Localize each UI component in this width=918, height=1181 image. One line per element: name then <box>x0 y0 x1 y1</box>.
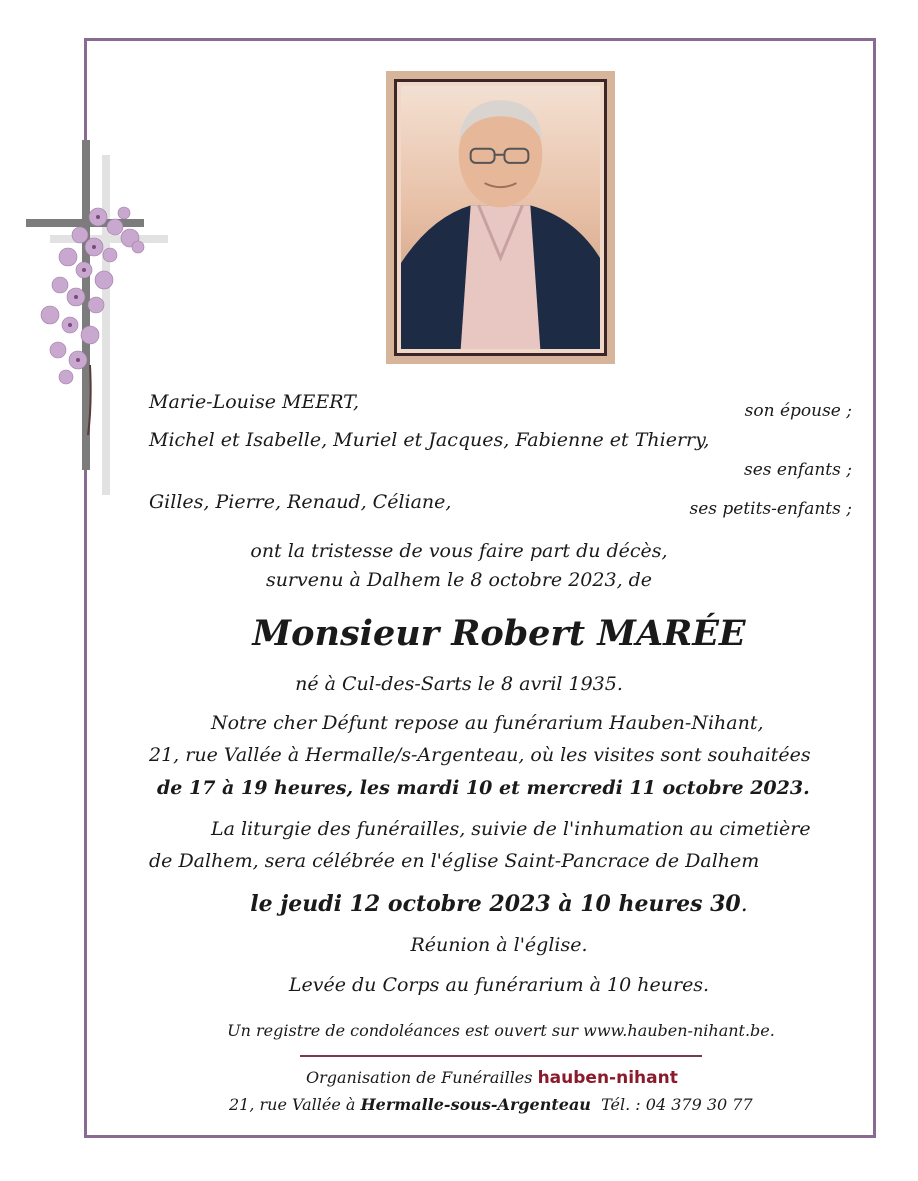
address-line <box>229 1095 753 1114</box>
funeral-line: de Dalhem, sera célébrée en l'église Saint-Pancrace de Dalhem <box>149 850 760 872</box>
portrait-photo <box>386 71 615 364</box>
deceased-name: Monsieur Robert MARÉE <box>252 613 746 654</box>
address-town: Hermalle-sous-Argenteau <box>360 1095 591 1114</box>
funeral-date-end: . <box>740 892 748 917</box>
funeral-date-text: le jeudi 12 octobre 2023 à 10 heures 30 <box>250 891 741 917</box>
portrait-image <box>401 86 600 349</box>
cross-with-orchids-icon <box>20 135 170 505</box>
phone-number: Tél. : 04 379 30 77 <box>601 1095 753 1114</box>
funeral-line: La liturgie des funérailles, suivie de l'inhumation au cimetière <box>211 818 811 840</box>
family-member-name: Marie-Louise MEERT, <box>149 391 360 413</box>
visitation-hours: de 17 à 19 heures, les mardi 10 et mercredi 11 octobre 2023. <box>157 777 810 799</box>
organisation-prefix: Organisation de Funérailles <box>306 1068 533 1087</box>
announcement-line: ont la tristesse de vous faire part du décès, <box>250 540 668 562</box>
visitation-line: 21, rue Vallée à Hermalle/s-Argenteau, où les visites sont souhaitées <box>149 744 811 766</box>
organisation-line <box>306 1068 678 1088</box>
portrait-mat <box>394 79 607 356</box>
footer-divider <box>300 1055 702 1057</box>
family-member-relation: ses enfants ; <box>744 460 852 480</box>
condolence-register-note: Un registre de condoléances est ouvert sur www.hauben-nihant.be. <box>227 1021 775 1040</box>
address-prefix: 21, rue Vallée à <box>229 1095 356 1114</box>
levee-info: Levée du Corps au funérarium à 10 heures. <box>288 974 710 996</box>
brand-logo: hauben-nihant <box>537 1068 678 1088</box>
announcement-line: survenu à Dalhem le 8 octobre 2023, de <box>265 569 653 591</box>
funeral-date <box>40 891 918 917</box>
family-member-name: Michel et Isabelle, Muriel et Jacques, Fabienne et Thierry, <box>149 429 710 451</box>
family-member-name: Gilles, Pierre, Renaud, Céliane, <box>149 491 452 513</box>
family-member-relation: ses petits-enfants ; <box>689 499 852 519</box>
reunion-info: Réunion à l'église. <box>410 934 588 956</box>
portrait-figure-icon <box>401 86 600 349</box>
birth-info: né à Cul-des-Sarts le 8 avril 1935. <box>295 673 623 695</box>
visitation-line: Notre cher Défunt repose au funérarium Hauben-Nihant, <box>211 712 764 734</box>
family-member-relation: son épouse ; <box>744 401 852 421</box>
